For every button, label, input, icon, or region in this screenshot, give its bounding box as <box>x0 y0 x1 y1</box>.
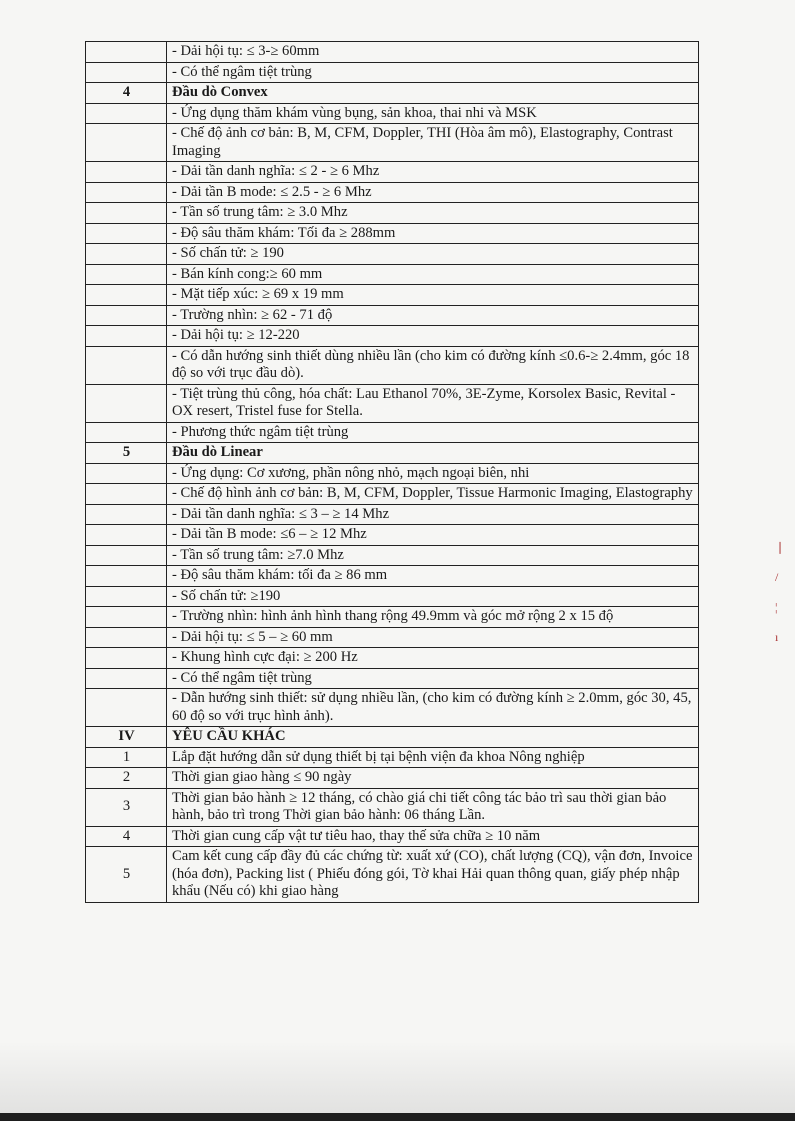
row-number-cell: 2 <box>86 768 167 789</box>
table-row <box>86 689 699 727</box>
spec-text-cell: - Tiệt trùng thủ công, hóa chất: Lau Ethanol 70%, 3E-Zyme, Korsolex Basic, Revital -OX resert, Tristel fuse for Stella. <box>167 384 699 422</box>
table-row <box>86 223 699 244</box>
row-number-cell <box>86 566 167 587</box>
row-number-cell: IV <box>86 727 167 748</box>
row-number-cell <box>86 244 167 265</box>
spec-text-cell: - Phương thức ngâm tiệt trùng <box>167 422 699 443</box>
row-number-cell: 4 <box>86 83 167 104</box>
row-number-cell <box>86 525 167 546</box>
spec-text-cell: - Chế độ hình ảnh cơ bản: B, M, CFM, Doppler, Tissue Harmonic Imaging, Elastography <box>167 484 699 505</box>
row-number-cell <box>86 162 167 183</box>
spec-text-cell: - Dải tần danh nghĩa: ≤ 2 - ≥ 6 Mhz <box>167 162 699 183</box>
table-row <box>86 484 699 505</box>
row-number-cell <box>86 545 167 566</box>
row-number-cell: 5 <box>86 847 167 903</box>
table-row <box>86 42 699 63</box>
table-row <box>86 384 699 422</box>
spec-text-cell: Thời gian bảo hành ≥ 12 tháng, có chào giá chi tiết công tác bảo trì sau thời gian bảo hành, bảo trì trong Thời gian bảo hành: 06 tháng Lần. <box>167 788 699 826</box>
spec-text-cell: - Khung hình cực đại: ≥ 200 Hz <box>167 648 699 669</box>
row-number-cell <box>86 285 167 306</box>
spec-text-cell: - Mặt tiếp xúc: ≥ 69 x 19 mm <box>167 285 699 306</box>
spec-text-cell: - Trường nhìn: hình ảnh hình thang rộng 49.9mm và góc mở rộng 2 x 15 độ <box>167 607 699 628</box>
row-number-cell <box>86 607 167 628</box>
row-number-cell <box>86 203 167 224</box>
table-row <box>86 747 699 768</box>
specification-table-body <box>86 42 699 903</box>
table-section-row <box>86 83 699 104</box>
row-number-cell <box>86 384 167 422</box>
section-heading-cell: YÊU CẦU KHÁC <box>167 727 699 748</box>
spec-text-cell: - Có thể ngâm tiệt trùng <box>167 62 699 83</box>
spec-text-cell: - Số chấn tử: ≥ 190 <box>167 244 699 265</box>
table-row <box>86 62 699 83</box>
spec-text-cell: - Số chấn tử: ≥190 <box>167 586 699 607</box>
spec-text-cell: - Dẫn hướng sinh thiết: sử dụng nhiều lần, (cho kim có đường kính ≥ 2.0mm, góc 30, 45, 60 độ so với trục hình ảnh). <box>167 689 699 727</box>
row-number-cell <box>86 627 167 648</box>
table-row <box>86 422 699 443</box>
row-number-cell <box>86 689 167 727</box>
spec-text-cell: - Có thể ngâm tiệt trùng <box>167 668 699 689</box>
table-row <box>86 285 699 306</box>
row-number-cell <box>86 484 167 505</box>
spec-text-cell: - Dải hội tụ: ≤ 3-≥ 60mm <box>167 42 699 63</box>
spec-text-cell: Thời gian cung cấp vật tư tiêu hao, thay thế sửa chữa ≥ 10 năm <box>167 826 699 847</box>
table-row <box>86 768 699 789</box>
spec-text-cell: - Tần số trung tâm: ≥7.0 Mhz <box>167 545 699 566</box>
table-row <box>86 244 699 265</box>
row-number-cell <box>86 103 167 124</box>
table-row <box>86 103 699 124</box>
spec-text-cell: - Dải hội tụ: ≤ 5 – ≥ 60 mm <box>167 627 699 648</box>
table-row <box>86 463 699 484</box>
spec-text-cell: - Dải tần B mode: ≤6 – ≥ 12 Mhz <box>167 525 699 546</box>
table-row <box>86 586 699 607</box>
row-number-cell: 3 <box>86 788 167 826</box>
spec-text-cell: - Bán kính cong:≥ 60 mm <box>167 264 699 285</box>
margin-mark: / <box>775 570 779 584</box>
row-number-cell <box>86 223 167 244</box>
table-row <box>86 648 699 669</box>
table-row <box>86 668 699 689</box>
margin-mark: ¦ <box>775 600 778 614</box>
table-row <box>86 607 699 628</box>
spec-text-cell: - Dải tần B mode: ≤ 2.5 - ≥ 6 Mhz <box>167 182 699 203</box>
row-number-cell <box>86 62 167 83</box>
table-row <box>86 326 699 347</box>
margin-annotations <box>775 540 789 660</box>
row-number-cell <box>86 648 167 669</box>
spec-text-cell: - Chế độ ảnh cơ bản: B, M, CFM, Doppler, THI (Hòa âm mô), Elastography, Contrast Imaging <box>167 124 699 162</box>
row-number-cell <box>86 586 167 607</box>
row-number-cell: 1 <box>86 747 167 768</box>
table-row <box>86 264 699 285</box>
spec-text-cell: - Trường nhìn: ≥ 62 - 71 độ <box>167 305 699 326</box>
table-row <box>86 788 699 826</box>
spec-text-cell: - Ứng dụng thăm khám vùng bụng, sản khoa, thai nhi và MSK <box>167 103 699 124</box>
spec-text-cell: - Có dẫn hướng sinh thiết dùng nhiều lần (cho kim có đường kính ≤0.6-≥ 2.4mm, góc 18 độ so với trục đầu dò). <box>167 346 699 384</box>
row-number-cell <box>86 422 167 443</box>
table-section-row <box>86 443 699 464</box>
row-number-cell <box>86 346 167 384</box>
table-row <box>86 525 699 546</box>
scan-bottom-edge <box>0 1113 795 1121</box>
spec-text-cell: Lắp đặt hướng dẫn sử dụng thiết bị tại bệnh viện đa khoa Nông nghiệp <box>167 747 699 768</box>
row-number-cell <box>86 504 167 525</box>
spec-text-cell: - Độ sâu thăm khám: Tối đa ≥ 288mm <box>167 223 699 244</box>
specification-table <box>85 41 699 903</box>
spec-text-cell: - Dải tần danh nghĩa: ≤ 3 – ≥ 14 Mhz <box>167 504 699 525</box>
row-number-cell: 5 <box>86 443 167 464</box>
table-row <box>86 545 699 566</box>
margin-mark: ı <box>775 630 779 644</box>
row-number-cell <box>86 305 167 326</box>
section-heading-cell: Đầu dò Linear <box>167 443 699 464</box>
spec-text-cell: Cam kết cung cấp đầy đủ các chứng từ: xuất xứ (CO), chất lượng (CQ), vận đơn, Invoice (hóa đơn), Packing list ( Phiếu đóng gói, Tờ khai Hải quan thông quan, giấy phép nhập khẩu (Nếu có) khi giao hàng <box>167 847 699 903</box>
table-row <box>86 203 699 224</box>
row-number-cell <box>86 182 167 203</box>
table-row <box>86 182 699 203</box>
table-section-row <box>86 727 699 748</box>
row-number-cell <box>86 264 167 285</box>
spec-text-cell: - Tần số trung tâm: ≥ 3.0 Mhz <box>167 203 699 224</box>
row-number-cell <box>86 668 167 689</box>
table-row <box>86 305 699 326</box>
spec-text-cell: - Ứng dụng: Cơ xương, phần nông nhỏ, mạch ngoại biên, nhi <box>167 463 699 484</box>
table-row <box>86 826 699 847</box>
row-number-cell <box>86 463 167 484</box>
table-row <box>86 162 699 183</box>
scan-shadow <box>0 1041 795 1121</box>
spec-text-cell: Thời gian giao hàng ≤ 90 ngày <box>167 768 699 789</box>
row-number-cell: 4 <box>86 826 167 847</box>
table-row <box>86 504 699 525</box>
table-row <box>86 566 699 587</box>
table-row <box>86 847 699 903</box>
row-number-cell <box>86 124 167 162</box>
table-row <box>86 627 699 648</box>
spec-text-cell: - Độ sâu thăm khám: tối đa ≥ 86 mm <box>167 566 699 587</box>
row-number-cell <box>86 42 167 63</box>
table-row <box>86 124 699 162</box>
spec-text-cell: - Dải hội tụ: ≥ 12-220 <box>167 326 699 347</box>
row-number-cell <box>86 326 167 347</box>
margin-mark: ❘ <box>775 540 786 554</box>
section-heading-cell: Đầu dò Convex <box>167 83 699 104</box>
table-row <box>86 346 699 384</box>
